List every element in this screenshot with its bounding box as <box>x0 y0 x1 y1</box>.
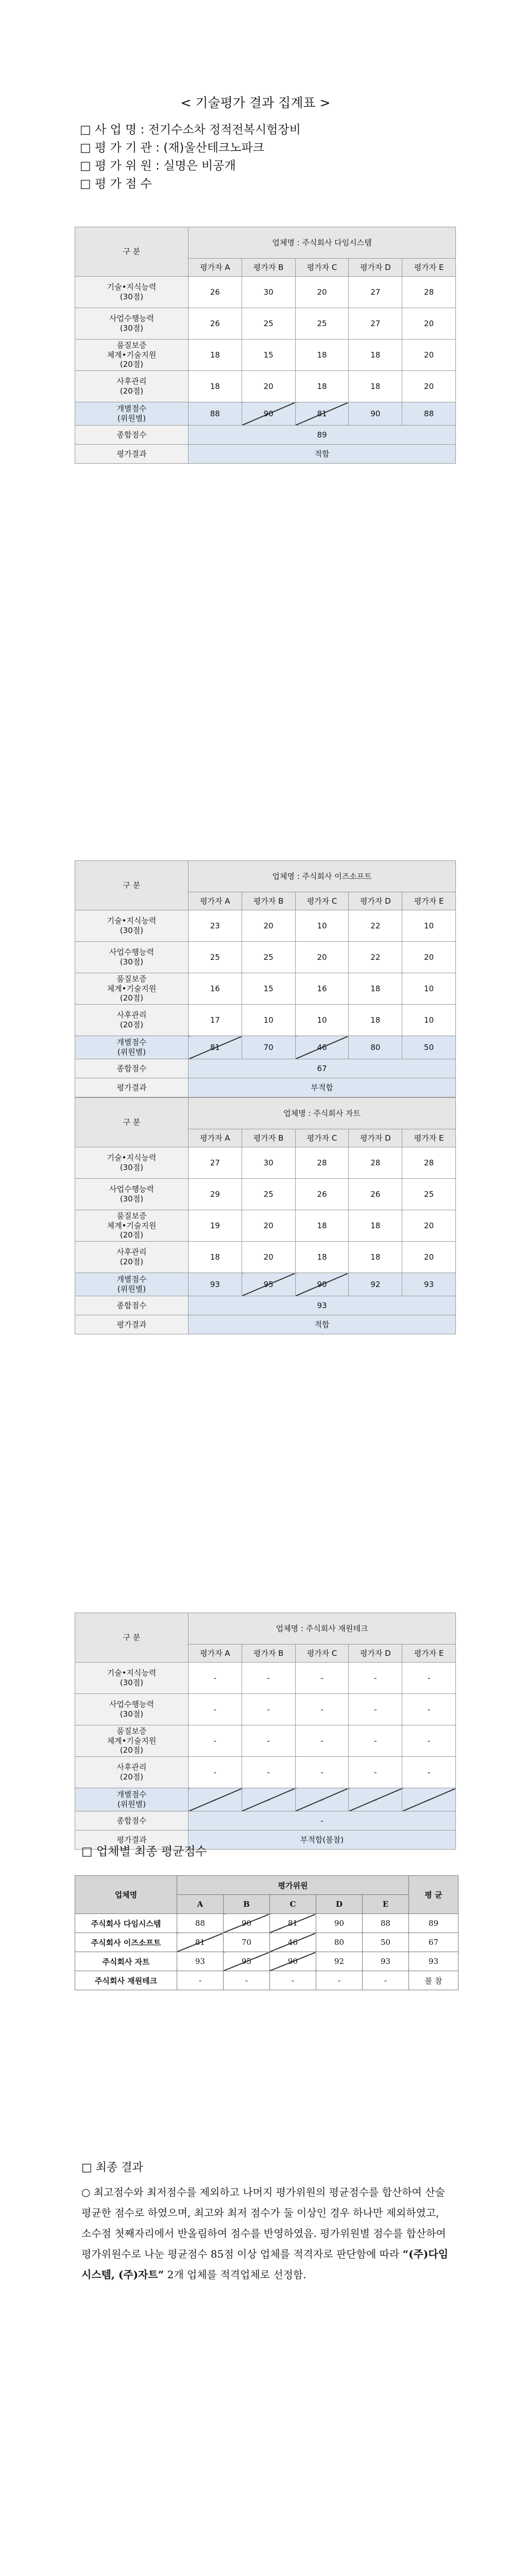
score-cell: - <box>349 1757 402 1788</box>
evaluator-header: 평가자 D <box>349 259 402 277</box>
evaluator-header: 평가자 A <box>189 259 242 277</box>
final-section-title: □ 업체별 최종 평균점수 <box>81 1845 207 1858</box>
total-score: 93 <box>189 1296 456 1315</box>
row-label: 품질보증 체계•기술지원 (20점) <box>75 1725 189 1757</box>
category-header: 구 분 <box>75 861 189 910</box>
score-cell: 88 <box>189 402 242 426</box>
score-cell: - <box>295 1725 349 1757</box>
total-label: 종합점수 <box>75 1811 189 1831</box>
score-cell: 10 <box>402 1005 456 1036</box>
evaluator-header: 평가자 E <box>402 1129 456 1147</box>
final-result-section <box>81 2159 452 2285</box>
page-title: < 기술평가 결과 집계표 > <box>180 95 331 110</box>
score-cell: 26 <box>349 1179 402 1210</box>
score-cell: 28 <box>402 277 456 308</box>
score-cell: 18 <box>189 1242 242 1273</box>
row-label: 개별점수 (위원별) <box>75 1036 189 1059</box>
total-label: 종합점수 <box>75 1296 189 1315</box>
score-cell: 10 <box>295 1005 349 1036</box>
score-cell: 25 <box>242 1179 295 1210</box>
evaluator-col-header: A <box>177 1895 223 1914</box>
table-row <box>75 1971 458 1990</box>
score-cell: 18 <box>349 1242 402 1273</box>
table-row <box>75 1914 458 1933</box>
score-cell: 18 <box>189 340 242 371</box>
score-cell: - <box>402 1663 456 1694</box>
result-label: 평가결과 <box>75 445 189 464</box>
table-row <box>75 1933 458 1952</box>
score-cell: 88 <box>402 402 456 426</box>
final-score-cell: 95 <box>223 1952 269 1971</box>
evaluation-table <box>75 860 456 1097</box>
final-score-cell: - <box>177 1971 223 1990</box>
score-cell: 15 <box>242 340 295 371</box>
final-result-body: ○ 최고점수와 최저점수를 제외하고 나머지 평가위원의 평균점수를 합산하여 산술평균한 점수로 하였으며, 최고와 최저 점수가 둘 이상인 경우 하나만 제외하였고, 소수점 첫째자리에서 반올림하여 점수를 반영하였음. 평가위원별 점수를 합산하여 평가위원수로 나눈 평균점수 85점 이상 업체를 적격자로 판단함에 따라 “(주)다임시스템, (주)자트” 2개 업체를 적격업체로 선정함. <box>81 2186 449 2281</box>
final-score-cell: - <box>223 1971 269 1990</box>
score-cell: - <box>349 1725 402 1757</box>
score-cell: - <box>189 1757 242 1788</box>
company-header: 업체명 : 주식회사 이즈소프트 <box>189 861 456 892</box>
score-cell: - <box>189 1694 242 1725</box>
company-header: 업체명 : 주식회사 재원테크 <box>189 1613 456 1645</box>
score-cell: 18 <box>349 1005 402 1036</box>
evaluator-header: 평가자 E <box>402 892 456 910</box>
total-score: 89 <box>189 426 456 445</box>
evaluator-header: 평가자 D <box>349 892 402 910</box>
row-label: 사후관리 (20점) <box>75 1242 189 1273</box>
result-label: 평가결과 <box>75 1315 189 1334</box>
score-cell: 46 <box>295 1036 349 1059</box>
score-cell: 95 <box>242 1273 295 1296</box>
evaluation-table <box>75 227 456 464</box>
score-cell: 90 <box>295 1273 349 1296</box>
final-score-cell: 93 <box>362 1952 408 1971</box>
score-cell: 81 <box>189 1036 242 1059</box>
score-cell: 18 <box>295 1242 349 1273</box>
total-score: - <box>189 1811 456 1831</box>
score-cell: - <box>402 1788 456 1811</box>
final-score-cell: - <box>269 1971 316 1990</box>
score-cell: 20 <box>402 1242 456 1273</box>
score-cell: 25 <box>242 308 295 340</box>
row-label: 사후관리 (20점) <box>75 1005 189 1036</box>
score-cell: 20 <box>402 371 456 402</box>
evaluator-header: 평가자 A <box>189 1645 242 1663</box>
score-cell: 70 <box>242 1036 295 1059</box>
table-row <box>75 1952 458 1971</box>
evaluator-header: 평가자 D <box>349 1129 402 1147</box>
score-cell: 28 <box>349 1147 402 1179</box>
score-cell: - <box>349 1694 402 1725</box>
average-score: 93 <box>408 1952 458 1971</box>
score-cell: 20 <box>402 308 456 340</box>
score-cell: 10 <box>242 1005 295 1036</box>
score-cell: 16 <box>295 973 349 1005</box>
score-cell: 20 <box>242 1210 295 1242</box>
row-label: 사업수행능력 (30점) <box>75 942 189 973</box>
company-name: 주식회사 재원테크 <box>75 1971 177 1990</box>
final-score-cell: 90 <box>269 1952 316 1971</box>
evaluator-header: 평가자 B <box>242 259 295 277</box>
score-cell: 10 <box>295 910 349 942</box>
evaluator-header: 평가자 D <box>349 1645 402 1663</box>
company-name: 주식회사 다임시스템 <box>75 1914 177 1933</box>
evaluation-result: 적합 <box>189 1315 456 1334</box>
score-cell: - <box>242 1725 295 1757</box>
score-cell: 18 <box>349 340 402 371</box>
score-cell: - <box>349 1788 402 1811</box>
evaluator-header: 평가자 C <box>295 259 349 277</box>
score-cell: 25 <box>295 308 349 340</box>
company-header: 업체명 : 주식회사 다임시스템 <box>189 227 456 259</box>
evaluator-header: 평가자 B <box>242 1129 295 1147</box>
score-cell: 27 <box>349 277 402 308</box>
score-cell: 20 <box>402 340 456 371</box>
evaluator-col-header: C <box>269 1895 316 1914</box>
row-label: 기술•지식능력 (30점) <box>75 277 189 308</box>
category-header: 구 분 <box>75 1098 189 1147</box>
row-label: 사후관리 (20점) <box>75 371 189 402</box>
evaluation-result: 부적합 <box>189 1078 456 1097</box>
info-block <box>80 121 301 193</box>
score-cell: 25 <box>402 1179 456 1210</box>
score-cell: 27 <box>349 308 402 340</box>
evaluator-header: 평가자 B <box>242 892 295 910</box>
score-cell: 28 <box>295 1147 349 1179</box>
score-cell: 18 <box>295 1210 349 1242</box>
row-label: 개별점수 (위원별) <box>75 1788 189 1811</box>
row-label: 개별점수 (위원별) <box>75 1273 189 1296</box>
evaluator-header: 평가자 B <box>242 1645 295 1663</box>
score-cell: 18 <box>349 371 402 402</box>
score-cell: 18 <box>189 371 242 402</box>
final-score-cell: 46 <box>269 1933 316 1952</box>
col-average-header: 평 균 <box>408 1876 458 1914</box>
score-cell: - <box>189 1663 242 1694</box>
score-cell: 18 <box>349 1210 402 1242</box>
final-score-cell: 93 <box>177 1952 223 1971</box>
final-score-cell: 88 <box>362 1914 408 1933</box>
category-header: 구 분 <box>75 227 189 277</box>
score-cell: 10 <box>402 973 456 1005</box>
evaluator-header: 평가자 C <box>295 1129 349 1147</box>
evaluator-col-header: B <box>223 1895 269 1914</box>
final-score-cell: 92 <box>316 1952 362 1971</box>
average-score: 89 <box>408 1914 458 1933</box>
col-company-header: 업체명 <box>75 1876 177 1914</box>
final-score-cell: 81 <box>177 1933 223 1952</box>
score-cell: 92 <box>349 1273 402 1296</box>
final-score-cell: 90 <box>223 1914 269 1933</box>
score-cell: 20 <box>402 942 456 973</box>
score-cell: 18 <box>349 973 402 1005</box>
evaluation-result: 부적합(불참) <box>189 1831 456 1850</box>
score-cell: 80 <box>349 1036 402 1059</box>
score-cell: 27 <box>189 1147 242 1179</box>
score-cell: 18 <box>295 371 349 402</box>
row-label: 사업수행능력 (30점) <box>75 1694 189 1725</box>
company-header: 업체명 : 주식회사 자트 <box>189 1098 456 1129</box>
score-cell: 28 <box>402 1147 456 1179</box>
score-cell: 81 <box>295 402 349 426</box>
row-label: 품질보증 체계•기술지원 (20점) <box>75 340 189 371</box>
score-heading: □ 평 가 점 수 <box>80 177 152 191</box>
score-cell: - <box>402 1725 456 1757</box>
total-label: 종합점수 <box>75 426 189 445</box>
score-cell: 20 <box>295 942 349 973</box>
final-score-cell: 88 <box>177 1914 223 1933</box>
score-cell: - <box>189 1788 242 1811</box>
score-cell: 30 <box>242 277 295 308</box>
score-cell: - <box>295 1663 349 1694</box>
row-label: 기술•지식능력 (30점) <box>75 910 189 942</box>
row-label: 사업수행능력 (30점) <box>75 308 189 340</box>
evaluator-header: 평가자 A <box>189 892 242 910</box>
evaluator-header: 평가자 C <box>295 1645 349 1663</box>
company-name: 주식회사 이즈소프트 <box>75 1933 177 1952</box>
evaluation-result: 적합 <box>189 445 456 464</box>
final-score-cell: - <box>316 1971 362 1990</box>
score-cell: - <box>242 1694 295 1725</box>
score-cell: 17 <box>189 1005 242 1036</box>
final-score-cell: - <box>362 1971 408 1990</box>
evaluator-col-header: E <box>362 1895 408 1914</box>
company-name: 주식회사 자트 <box>75 1952 177 1971</box>
evaluation-table <box>75 1097 456 1334</box>
average-score: 67 <box>408 1933 458 1952</box>
total-label: 종합점수 <box>75 1059 189 1078</box>
row-label: 개별점수 (위원별) <box>75 402 189 426</box>
score-cell: 26 <box>189 277 242 308</box>
row-label: 사업수행능력 (30점) <box>75 1179 189 1210</box>
total-score: 67 <box>189 1059 456 1078</box>
score-cell: 23 <box>189 910 242 942</box>
score-cell: 15 <box>242 973 295 1005</box>
evaluator-header: 평가자 E <box>402 1645 456 1663</box>
score-cell: - <box>402 1694 456 1725</box>
evaluating-agency: □ 평 가 기 관 : (재)울산테크노파크 <box>80 141 264 155</box>
score-cell: 16 <box>189 973 242 1005</box>
score-cell: - <box>295 1788 349 1811</box>
score-cell: 20 <box>242 371 295 402</box>
score-cell: 20 <box>242 1242 295 1273</box>
score-cell: - <box>295 1757 349 1788</box>
score-cell: 25 <box>242 942 295 973</box>
final-score-table <box>75 1875 458 1990</box>
score-cell: 22 <box>349 910 402 942</box>
evaluator-header: 평가자 E <box>402 259 456 277</box>
score-cell: 93 <box>402 1273 456 1296</box>
score-cell: 19 <box>189 1210 242 1242</box>
score-cell: 20 <box>402 1210 456 1242</box>
final-score-cell: 70 <box>223 1933 269 1952</box>
final-score-cell: 50 <box>362 1933 408 1952</box>
score-cell: 20 <box>295 277 349 308</box>
score-cell: 26 <box>295 1179 349 1210</box>
score-cell: 26 <box>189 308 242 340</box>
score-cell: 20 <box>242 910 295 942</box>
final-result-title: □ 최종 결과 <box>81 2161 143 2174</box>
final-score-cell: 80 <box>316 1933 362 1952</box>
score-cell: 90 <box>349 402 402 426</box>
final-score-cell: 90 <box>316 1914 362 1933</box>
evaluators-note: □ 평 가 위 원 : 실명은 비공개 <box>80 159 236 173</box>
score-cell: 22 <box>349 942 402 973</box>
score-cell: 93 <box>189 1273 242 1296</box>
col-evaluators-header: 평가위원 <box>177 1876 408 1895</box>
evaluation-table <box>75 1613 456 1850</box>
row-label: 품질보증 체계•기술지원 (20점) <box>75 1210 189 1242</box>
row-label: 기술•지식능력 (30점) <box>75 1147 189 1179</box>
row-label: 품질보증 체계•기술지원 (20점) <box>75 973 189 1005</box>
average-score: 불 참 <box>408 1971 458 1990</box>
selected-companies: “(주)다임시스템, (주)자트” <box>81 2248 449 2281</box>
row-label: 사후관리 (20점) <box>75 1757 189 1788</box>
evaluator-header: 평가자 C <box>295 892 349 910</box>
project-name: □ 사 업 명 : 전기수소차 정적전복시험장비 <box>80 123 301 137</box>
score-cell: - <box>242 1788 295 1811</box>
score-cell: - <box>402 1757 456 1788</box>
row-label: 기술•지식능력 (30점) <box>75 1663 189 1694</box>
final-score-cell: 81 <box>269 1914 316 1933</box>
score-cell: - <box>295 1694 349 1725</box>
evaluator-col-header: D <box>316 1895 362 1914</box>
score-cell: 90 <box>242 402 295 426</box>
score-cell: - <box>349 1663 402 1694</box>
category-header: 구 분 <box>75 1613 189 1663</box>
result-label: 평가결과 <box>75 1078 189 1097</box>
score-cell: 25 <box>189 942 242 973</box>
score-cell: - <box>189 1725 242 1757</box>
score-cell: 50 <box>402 1036 456 1059</box>
score-cell: - <box>242 1663 295 1694</box>
score-cell: 30 <box>242 1147 295 1179</box>
score-cell: 29 <box>189 1179 242 1210</box>
evaluator-header: 평가자 A <box>189 1129 242 1147</box>
score-cell: 10 <box>402 910 456 942</box>
score-cell: 18 <box>295 340 349 371</box>
result-label: 평가결과 <box>75 1831 189 1850</box>
score-cell: - <box>242 1757 295 1788</box>
